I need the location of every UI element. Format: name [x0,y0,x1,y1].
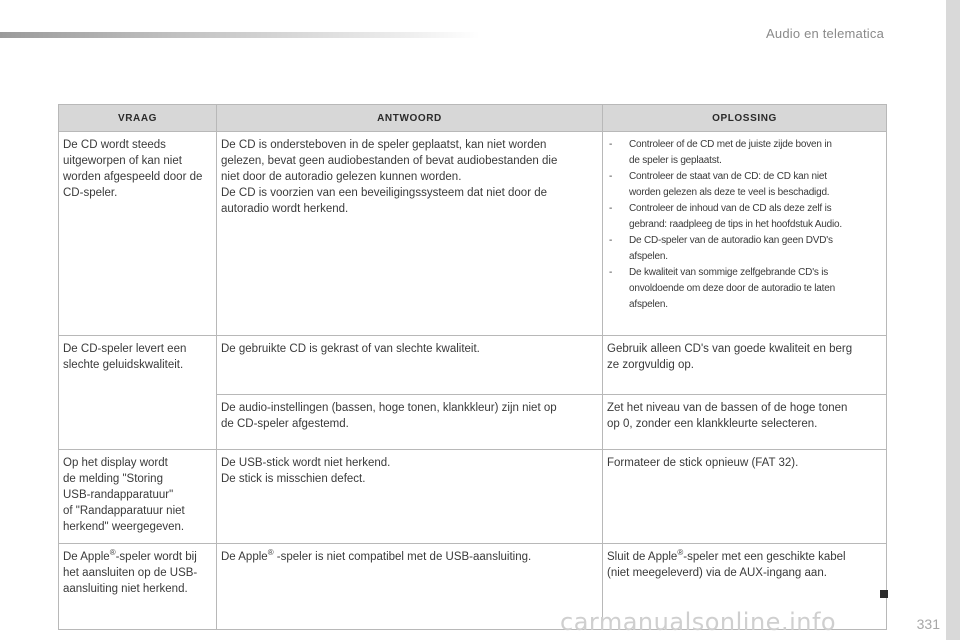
page-side-strip [946,0,960,640]
solution-cell [603,132,887,336]
header-answer: ANTWOORD [217,105,603,132]
question-cell: Op het display wordt de melding "Storing USB-randapparatuur" of "Randapparatuur niet herkend" weergegeven. [59,450,217,544]
section-title: Audio en telematica [766,26,884,41]
header-question: VRAAG [59,105,217,132]
answer-cell: De audio-instellingen (bassen, hoge tonen, klankkleur) zijn niet op de CD-speler afgestemd. [217,395,603,450]
header-decor-bar [0,32,480,38]
list-item: - De kwaliteit van sommige zelfgebrande CD's is onvoldoende om deze door de autoradio te laten afspelen. [607,265,882,313]
table-header-row [59,105,887,132]
answer-cell: De gebruikte CD is gekrast of van slechte kwaliteit. [217,336,603,395]
answer-cell: De Apple® -speler is niet compatibel met de USB-aansluiting. [217,544,603,630]
list-item: - Controleer of de CD met de juiste zijde boven in de speler is geplaatst. [607,137,882,169]
solution-cell: Formateer de stick opnieuw (FAT 32). [603,450,887,544]
table-row [59,132,887,336]
header-solution: OPLOSSING [603,105,887,132]
solution-cell: Zet het niveau van de bassen of de hoge tonen op 0, zonder een klankkleurte selecteren. [603,395,887,450]
solution-cell: Sluit de Apple®-speler met een geschikte kabel (niet meegeleverd) via de AUX-ingang aan. [603,544,887,630]
solution-list [607,137,882,313]
question-cell: De CD wordt steeds uitgeworpen of kan niet worden afgespeeld door de CD-speler. [59,132,217,336]
answer-cell: De USB-stick wordt niet herkend. De stick is misschien defect. [217,450,603,544]
list-item: - De CD-speler van de autoradio kan geen DVD's afspelen. [607,233,882,265]
answer-cell: De CD is ondersteboven in de speler geplaatst, kan niet worden gelezen, bevat geen audiobestanden of bevat audiobestanden die niet door de autoradio gelezen kunnen worden. De CD is voorzien van een beveiligingssysteem dat niet door de autoradio wordt herkend. [217,132,603,336]
end-of-section-square-icon [880,590,888,598]
table-row [59,450,887,544]
watermark: carmanualsonline.info [560,608,837,636]
list-item: - Controleer de inhoud van de CD als deze zelf is gebrand: raadpleeg de tips in het hoofdstuk Audio. [607,201,882,233]
solution-cell: Gebruik alleen CD's van goede kwaliteit en berg ze zorgvuldig op. [603,336,887,395]
table-row [59,336,887,395]
page-number: 331 [916,616,940,632]
question-cell: De Apple®-speler wordt bij het aansluiten op de USB- aansluiting niet herkend. [59,544,217,630]
question-cell: De CD-speler levert een slechte geluidskwaliteit. [59,336,217,450]
troubleshooting-table [58,104,887,630]
list-item: - Controleer de staat van de CD: de CD kan niet worden gelezen als deze te veel is beschadigd. [607,169,882,201]
